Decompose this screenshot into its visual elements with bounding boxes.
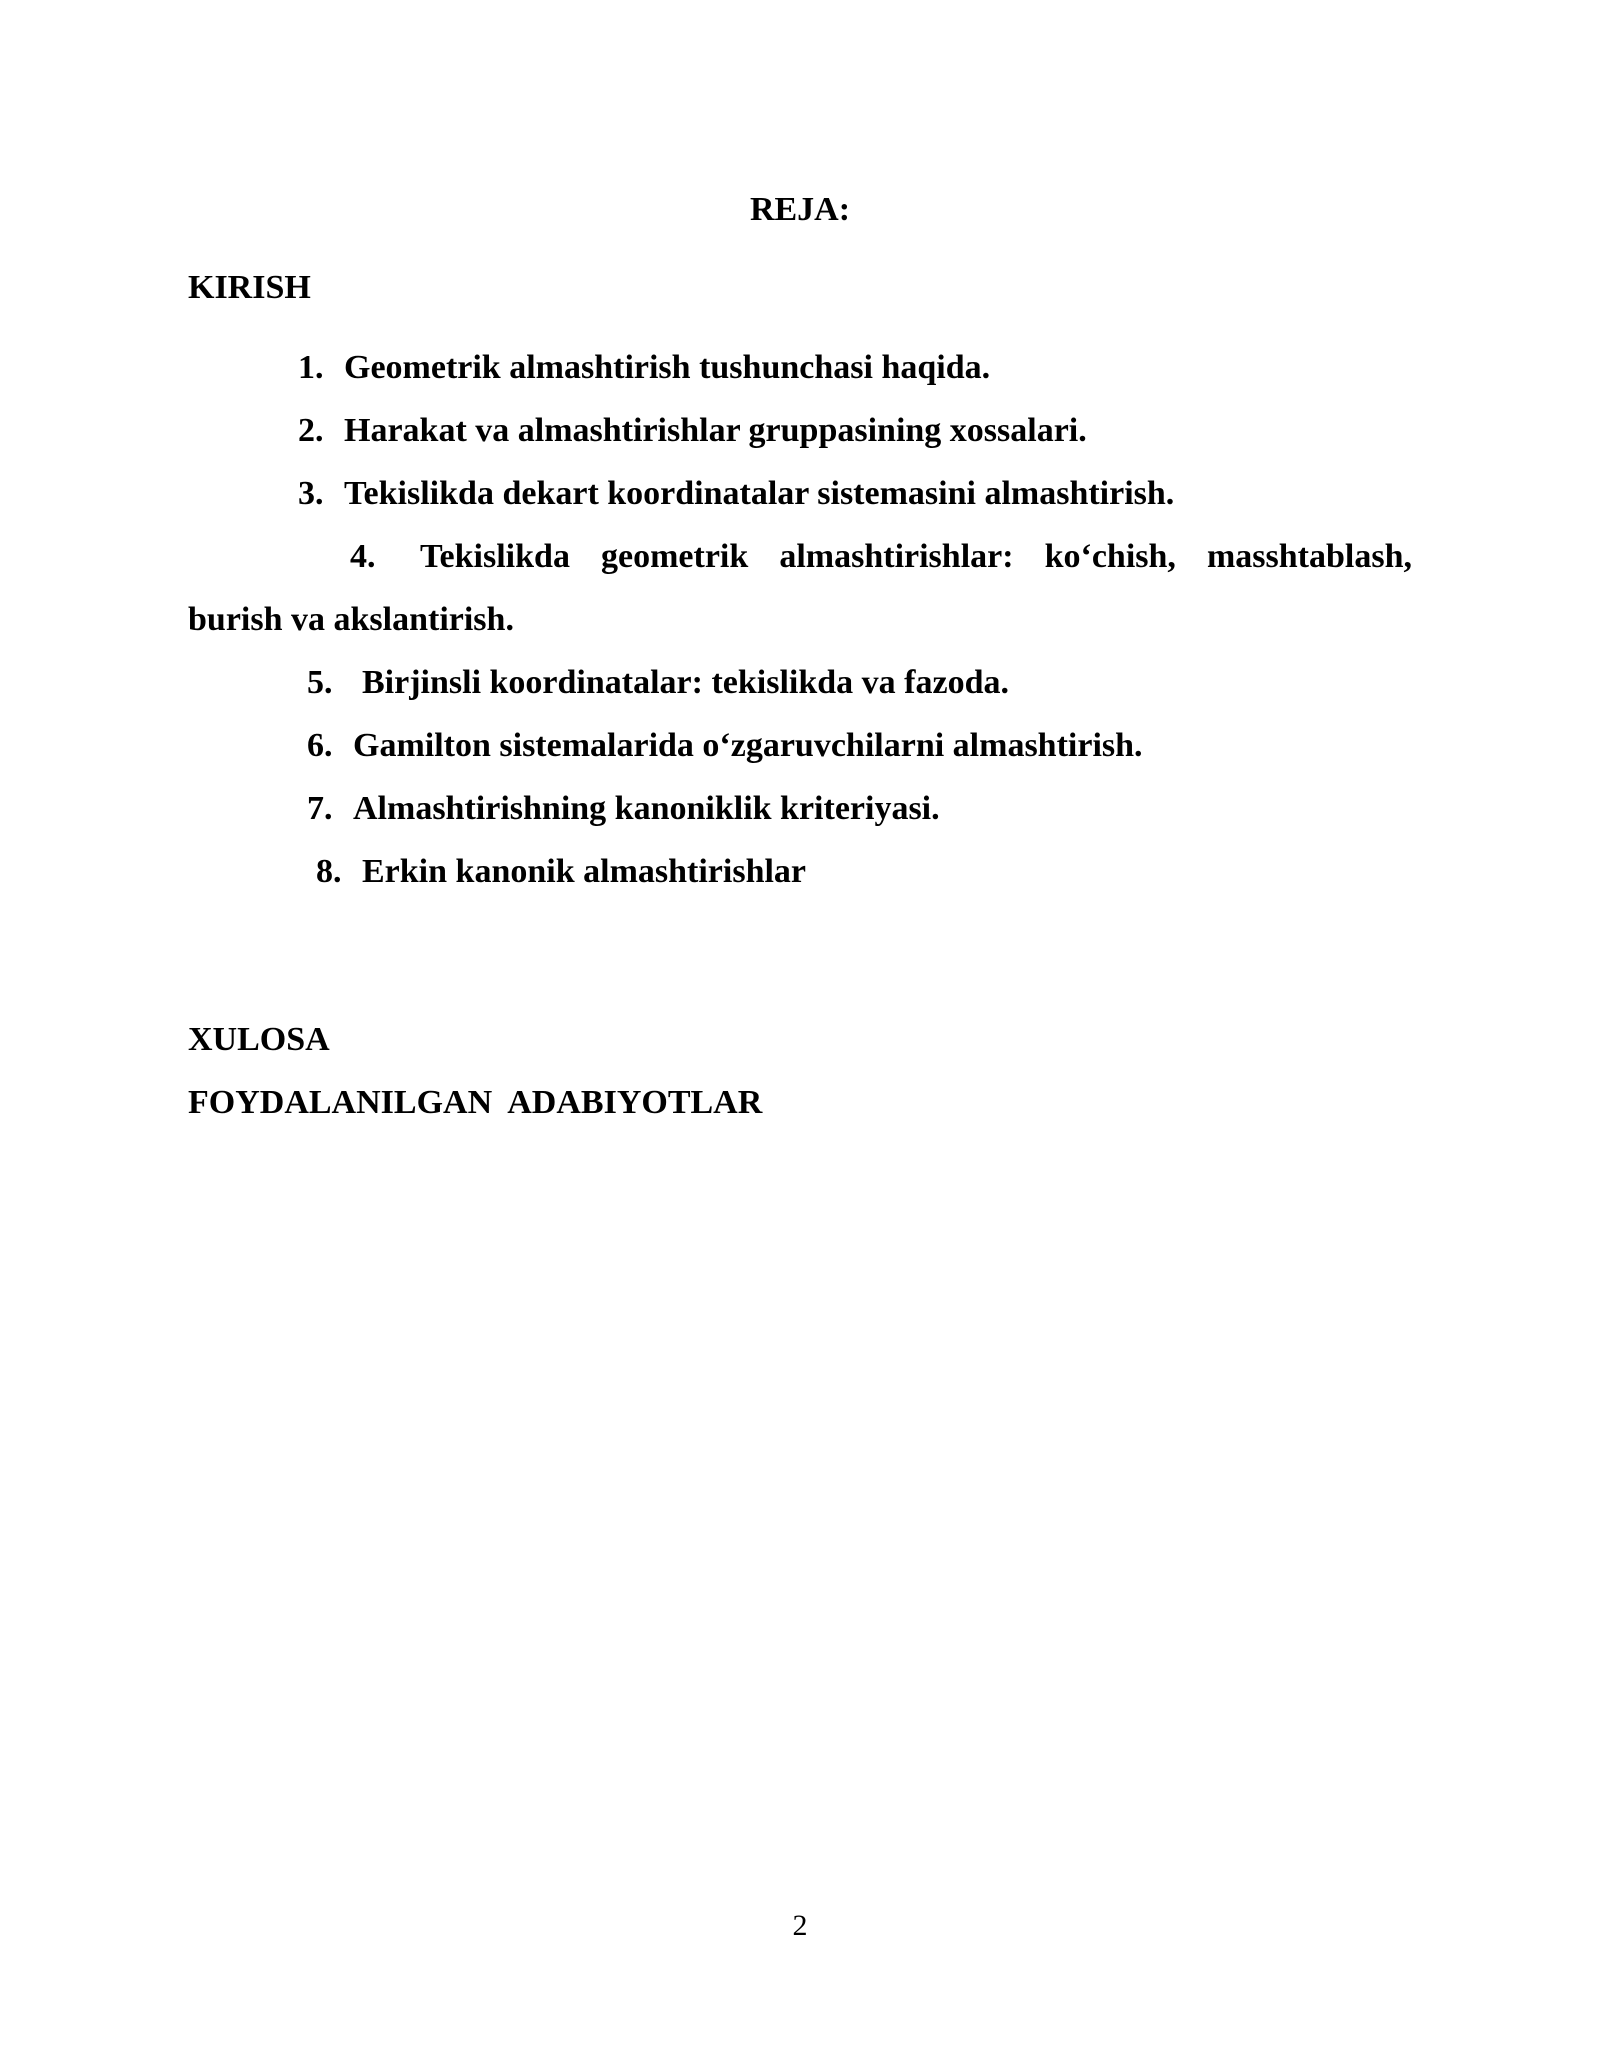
list-item: Erkin kanonik almashtirishlar (362, 853, 807, 890)
list-item-number: 1. (298, 349, 324, 386)
list-item-number: 3. (298, 475, 324, 512)
list-item: Almashtirishning kanoniklik kriteriyasi. (353, 790, 940, 827)
list-item: Geometrik almashtirish tushunchasi haqida. (344, 349, 991, 386)
conclusion-heading: XULOSA (188, 1021, 330, 1058)
list-item: Gamilton sistemalarida o‘zgaruvchilarni almashtirish. (353, 727, 1143, 764)
list-item: Tekislikda dekart koordinatalar sistemasini almashtirish. (344, 475, 1175, 512)
plan-title: REJA: (749, 191, 851, 228)
references-heading: FOYDALANILGAN ADABIYOTLAR (188, 1084, 763, 1121)
intro-heading: KIRISH (188, 269, 311, 306)
list-item-number: 8. (316, 853, 342, 890)
list-item-number: 6. (307, 727, 333, 764)
list-item-number: 4. (350, 538, 376, 575)
list-item-number: 2. (298, 412, 324, 449)
page-number: 2 (792, 1909, 808, 1942)
list-item: Birjinsli koordinatalar: tekislikda va fazoda. (362, 664, 1009, 701)
list-item: Harakat va almashtirishlar gruppasining xossalari. (344, 412, 1087, 449)
list-item-number: 5. (307, 664, 333, 701)
list-item-number: 7. (307, 790, 333, 827)
list-item: Tekislikda geometrik almashtirishlar: ko‘chish, masshtablash, (420, 538, 1412, 575)
list-item-continuation: burish va akslantirish. (188, 601, 514, 638)
